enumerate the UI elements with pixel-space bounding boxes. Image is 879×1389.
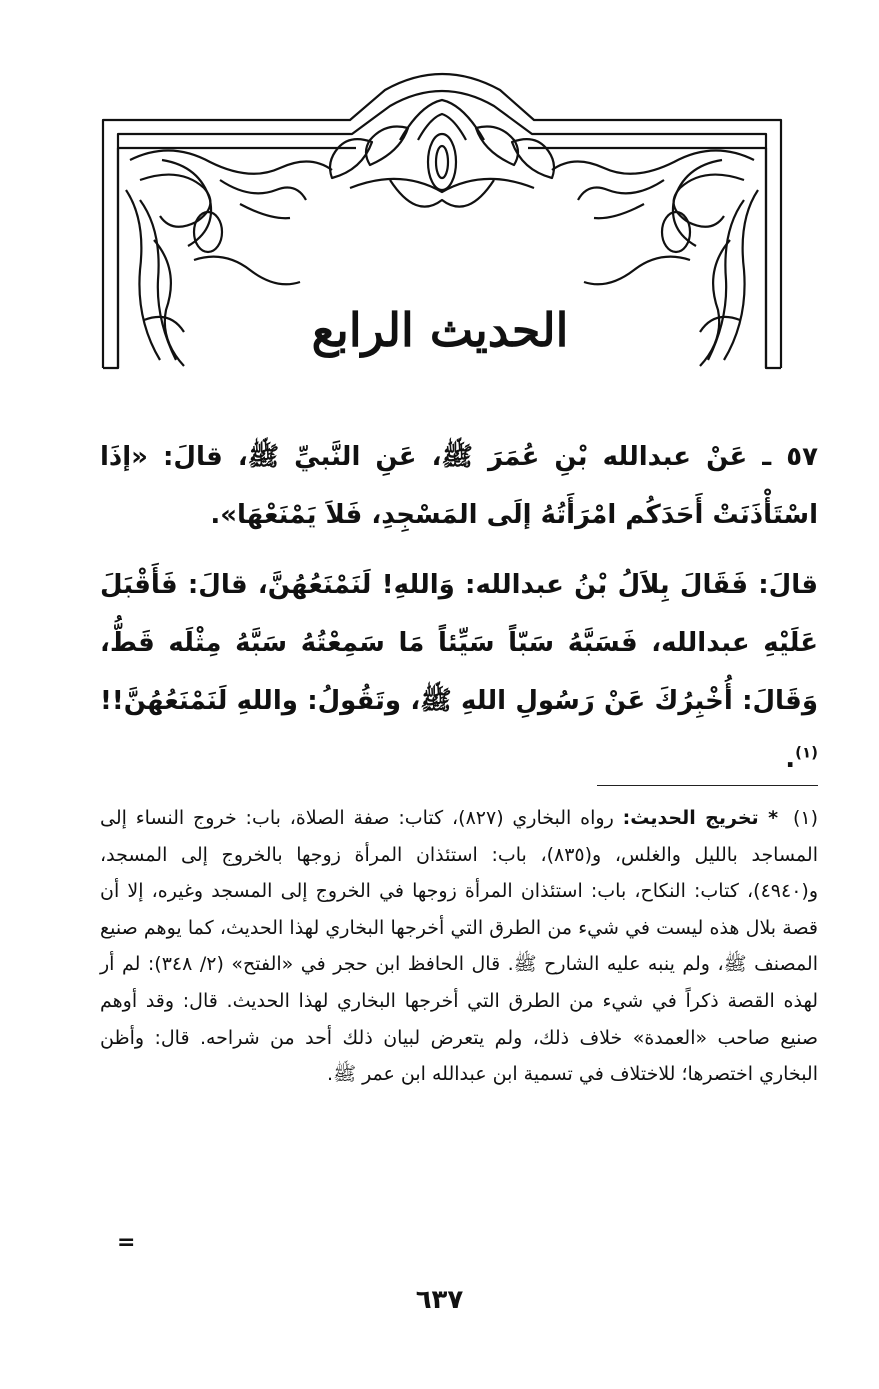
hadith-paragraph-2: قالَ: فَقَالَ بِلاَلُ بْنُ عبدالله: وَاللهِ! لَنَمْنَعُهُنَّ، قالَ: فَأَقْبَلَ عَلَيْهِ عبدالله، فَسَبَّهُ سَبّاً سَيِّئاً مَا سَمِعْتُهُ سَبَّهُ مِثْلَه قَطُّ، وَقَالَ: أُخْبِرُكَ عَنْ رَسُولِ اللهِ ﷺ، وتَقُولُ: واللهِ لَنَمْنَعُهُنَّ!!$^{(١)}$. <box>100 570 818 774</box>
hadith-paragraph-1: ٥٧ ـ عَنْ عبدالله بْنِ عُمَرَ ﷺ، عَنِ النَّبيِّ ﷺ، قالَ: «إذَا اسْتَأْذَنَتْ أَحَدَكُم امْرَأَتُهُ إلَى المَسْجِدِ، فَلاَ يَمْنَعْهَا». <box>100 442 818 530</box>
page-number: ٦٣٧ <box>415 1285 464 1315</box>
footnote <box>100 800 818 1093</box>
section-title: الحديث الرابع <box>311 303 569 357</box>
footnote-lead: * تخريج الحديث: <box>622 807 778 829</box>
continuation-mark: = <box>117 1230 136 1255</box>
footnote-reference: (١) <box>795 743 818 762</box>
hadith-paragraph-2-text: قالَ: فَقَالَ بِلاَلُ بْنُ عبدالله: وَاللهِ! لَنَمْنَعُهُنَّ، قالَ: فَأَقْبَلَ عَلَيْهِ عبدالله، فَسَبَّهُ سَبّاً سَيِّئاً مَا سَمِعْتُهُ سَبَّهُ مِثْلَه قَطُّ، وَقَالَ: أُخْبِرُكَ عَنْ رَسُولِ اللهِ ﷺ، وتَقُولُ: واللهِ لَنَمْنَعُهُنَّ!! <box>100 570 818 716</box>
footnote-number: (١) <box>792 807 818 829</box>
footnote-divider <box>597 785 818 786</box>
hadith-text <box>100 428 818 788</box>
footnote-body: رواه البخاري (٨٢٧)، كتاب: صفة الصلاة، باب: خروج النساء إلى المساجد بالليل والغلس، و(٨٣٥)، باب: استئذان المرأة زوجها بالخروج إلى المسجد، و(٤٩٤٠)، كتاب: النكاح، باب: استئذان المرأة زوجها في الخروج إلى المسجد وغيره، إلا أن قصة بلال هذه ليست في شيء من الطرق التي أخرجها البخاري لهذا الحديث، كما يوهم صنيع المصنف ﷺ، ولم ينبه عليه الشارح ﷺ. قال الحافظ ابن حجر في «الفتح» (٢/ ٣٤٨): لم أر لهذه القصة ذكراً في شيء من الطرق التي أخرجها البخاري لهذا الحديث. قال: وقد أوهم صنيع صاحب «العمدة» خلاف ذلك، ولم يتعرض لبيان ذلك أحد من شراحه. قال: وأظن البخاري اختصرها؛ للاختلاف في تسمية ابن عبدالله ابن عمر ﷺ. <box>100 807 818 1086</box>
